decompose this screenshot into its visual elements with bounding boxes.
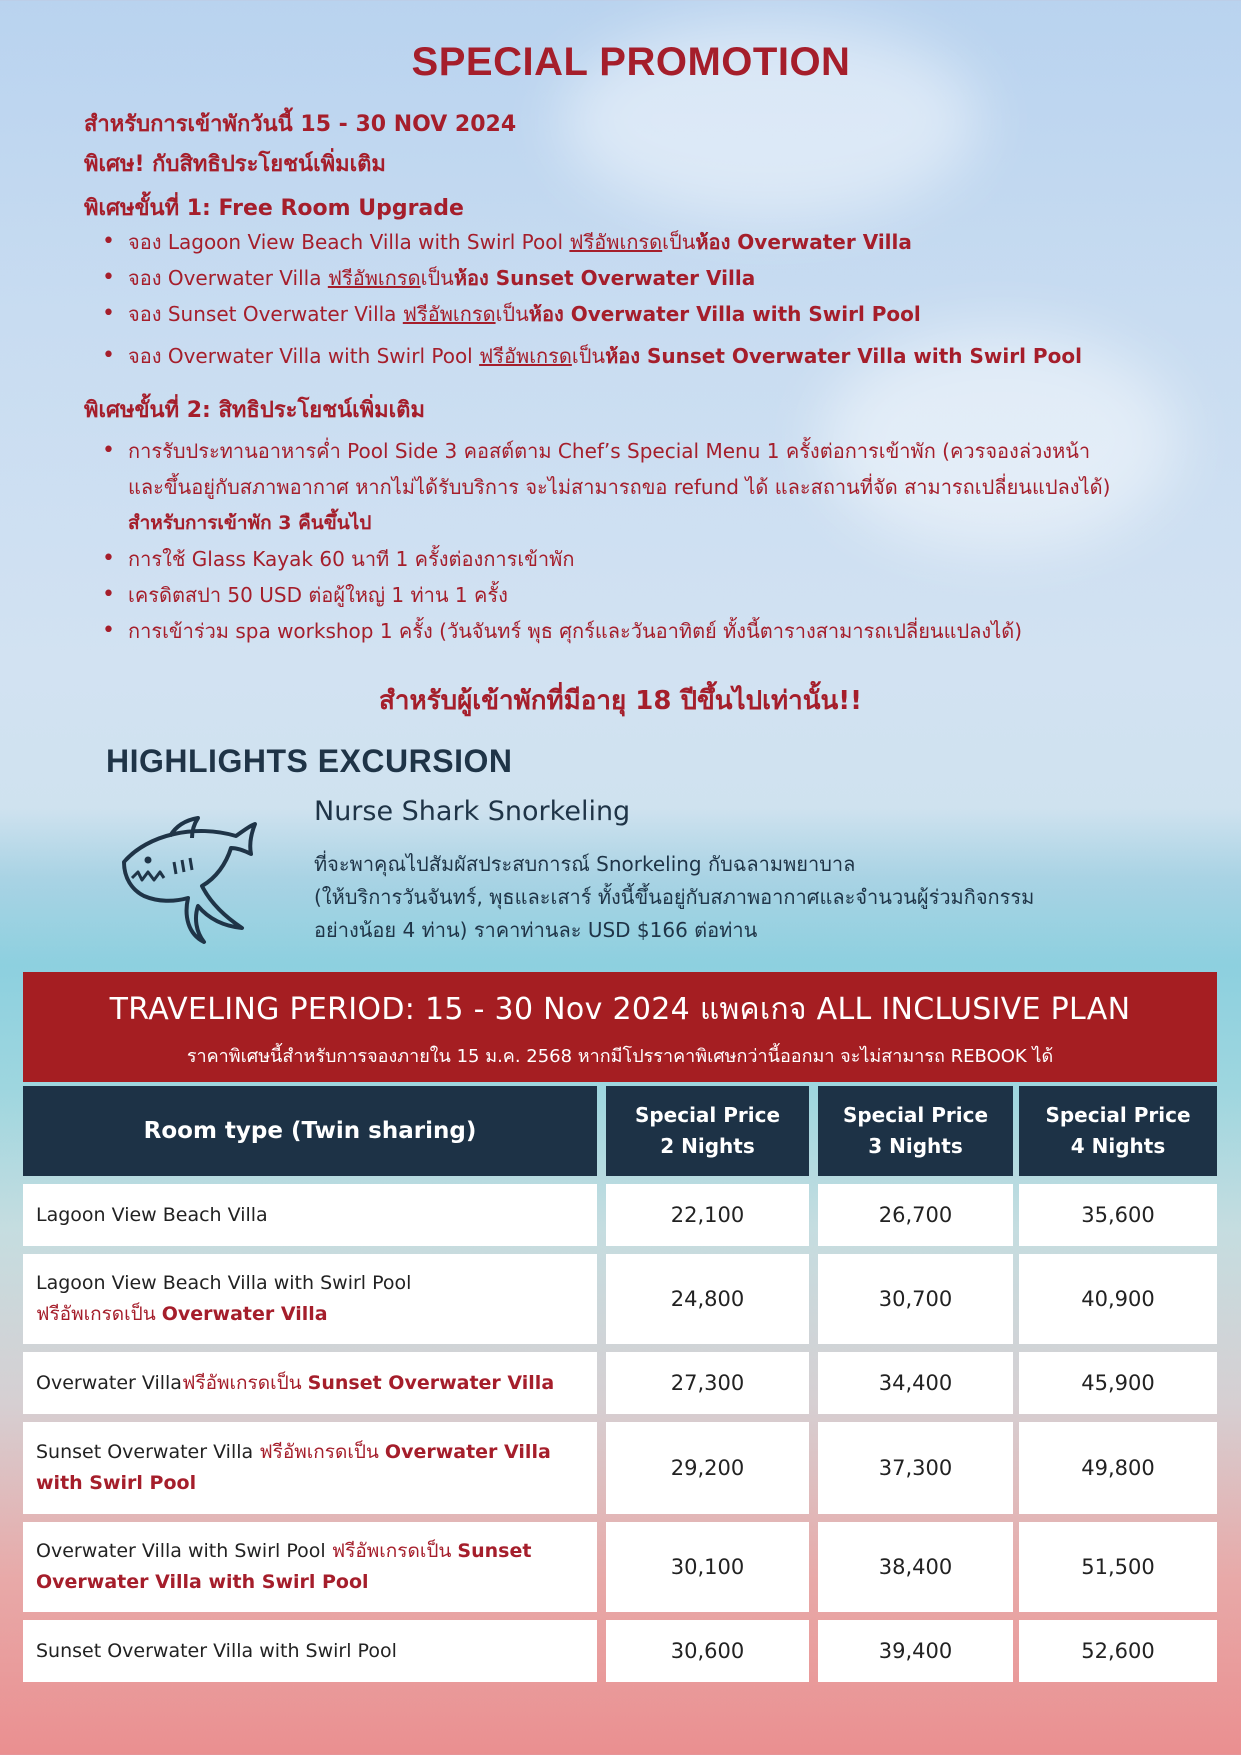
room-name: Sunset Overwater Villa <box>36 1441 260 1463</box>
price-2-nights: 30,600 <box>606 1620 809 1682</box>
step2-title: พิเศษขั้นที่ 2: สิทธิประโยชน์เพิ่มเติม <box>84 398 425 423</box>
price-3-nights: 34,400 <box>818 1352 1013 1414</box>
step1-item <box>96 260 1196 296</box>
step2-list <box>96 433 1216 649</box>
step1-item <box>96 296 1196 332</box>
pricing-banner <box>23 972 1217 1082</box>
step1-item <box>96 338 1196 374</box>
step2-item <box>96 433 1216 541</box>
book-text: จอง Sunset Overwater Villa <box>128 302 403 326</box>
header-label: Special Price <box>842 1103 989 1127</box>
banner-subtitle: ราคาพิเศษนี้สำหรับการจองภายใน 15 ม.ค. 2568 หากมีโปรราคาพิเศษกว่านี้ออกมา จะไม่สามารถ REBOOK ได้ <box>186 1046 1054 1067</box>
book-text: จอง Overwater Villa with Swirl Pool <box>128 344 480 368</box>
upgrade-room: Overwater Villa <box>161 1303 328 1325</box>
step2-item: • เครดิตสปา 50 USD ต่อผู้ใหญ่ 1 ท่าน 1 ครั้ง <box>96 577 1216 613</box>
book-text: จอง Overwater Villa <box>128 266 328 290</box>
price-2-nights: 29,200 <box>606 1422 809 1514</box>
price-3-nights: 30,700 <box>818 1254 1013 1344</box>
book-text: จอง Lagoon View Beach Villa with Swirl Pool <box>128 230 570 254</box>
room-name: Sunset Overwater Villa with Swirl Pool <box>36 1639 397 1662</box>
extra-benefits-heading: พิเศษ! กับสิทธิประโยชน์เพิ่มเติม <box>84 152 386 177</box>
table-row-room <box>23 1620 597 1682</box>
step1-item <box>96 224 1196 260</box>
price-3-nights: 39,400 <box>818 1620 1013 1682</box>
upgrade-room-cont: with Swirl Pool <box>36 1472 197 1494</box>
table-row-room <box>23 1254 597 1344</box>
stay-condition: สำหรับการเข้าพัก 3 คืนขึ้นไป <box>128 512 372 534</box>
to-text: เป็น <box>420 266 454 290</box>
table-row-room <box>23 1522 597 1612</box>
header-2-nights <box>606 1086 809 1176</box>
upgrade-label: ฟรีอัพเกรดเป็น <box>181 1371 308 1394</box>
dinner-line-1: • การรับประทานอาหารค่ำ Pool Side 3 คอสต์ตาม Chef’s Special Menu 1 ครั้งต่อการเข้าพัก (ควรจองล่วงหน้า <box>128 439 1091 463</box>
price-2-nights: 22,100 <box>606 1184 809 1246</box>
shark-icon <box>118 812 258 944</box>
stay-period: สำหรับการเข้าพักวันนี้ 15 - 30 NOV 2024 <box>84 112 517 137</box>
upgrade-label: ฟรีอัพเกรดเป็น <box>259 1441 385 1463</box>
header-label: Special Price <box>1045 1103 1191 1127</box>
table-row-room <box>23 1422 597 1514</box>
room-name: Lagoon View Beach Villa with Swirl Pool <box>36 1272 412 1294</box>
free-upgrade-link: ฟรีอัพเกรด <box>327 266 421 290</box>
step1-list <box>96 224 1196 374</box>
price-4-nights: 35,600 <box>1019 1184 1217 1246</box>
price-4-nights: 49,800 <box>1019 1422 1217 1514</box>
to-text: เป็น <box>571 344 606 368</box>
price-4-nights: 52,600 <box>1019 1620 1217 1682</box>
price-3-nights: 26,700 <box>818 1184 1013 1246</box>
header-nights: 4 Nights <box>1070 1134 1166 1158</box>
excursion-desc-line: ที่จะพาคุณไปสัมผัสประสบการณ์ Snorkeling กับฉลามพยาบาล <box>314 852 856 876</box>
step1-title: พิเศษขั้นที่ 1: Free Room Upgrade <box>84 196 464 221</box>
price-2-nights: 27,300 <box>606 1352 809 1414</box>
room-name: Lagoon View Beach Villa <box>36 1203 268 1226</box>
header-label: Special Price <box>634 1103 781 1127</box>
price-4-nights: 45,900 <box>1019 1352 1217 1414</box>
excursion-desc-line: อย่างน้อย 4 ท่าน) ราคาท่านละ USD $166 ต่อท่าน <box>314 918 758 942</box>
price-2-nights: 24,800 <box>606 1254 809 1344</box>
upgrade-room: Sunset <box>457 1540 532 1562</box>
room-name: Overwater Villa <box>36 1371 182 1394</box>
table-row-room <box>23 1184 597 1246</box>
free-upgrade-link: ฟรีอัพเกรด <box>402 302 496 326</box>
step2-item: • การใช้ Glass Kayak 60 นาที 1 ครั้งต่องการเข้าพัก <box>96 541 1216 577</box>
free-upgrade-link: ฟรีอัพเกรด <box>569 230 663 254</box>
price-3-nights: 38,400 <box>818 1522 1013 1612</box>
header-3-nights <box>818 1086 1013 1176</box>
excursion-desc-line: (ให้บริการวันจันทร์, พุธและเสาร์ ทั้งนี้ขึ้นอยู่กับสภาพอากาศและจำนวนผู้ร่วมกิจกรรม <box>314 885 1035 909</box>
to-text: เป็น <box>662 230 696 254</box>
upgrade-label: ฟรีอัพเกรดเป็น <box>36 1303 162 1325</box>
promo-title: SPECIAL PROMOTION <box>411 40 851 84</box>
age-note: สำหรับผู้เข้าพักที่มีอายุ 18 ปีขึ้นไปเท่านั้น!! <box>379 686 862 716</box>
upgrade-room: ห้อง Overwater Villa with Swirl Pool <box>528 302 921 326</box>
price-4-nights: 51,500 <box>1019 1522 1217 1612</box>
upgrade-room: ห้อง Sunset Overwater Villa with Swirl Pool <box>605 344 1082 368</box>
price-3-nights: 37,300 <box>818 1422 1013 1514</box>
to-text: เป็น <box>495 302 529 326</box>
upgrade-room: Sunset Overwater Villa <box>307 1371 555 1394</box>
price-4-nights: 40,900 <box>1019 1254 1217 1344</box>
excursion-description <box>314 848 1194 947</box>
upgrade-label: ฟรีอัพเกรดเป็น <box>331 1540 458 1562</box>
free-upgrade-link: ฟรีอัพเกรด <box>479 344 572 368</box>
dinner-line-2: และขึ้นอยู่กับสภาพอากาศ หากไม่ได้รับบริการ จะไม่สามารถขอ refund ได้ และสถานที่จัด สามารถเปลี่ยนแปลงได้) <box>128 475 1111 499</box>
table-row-room <box>23 1352 597 1414</box>
step2-item: • การเข้าร่วม spa workshop 1 ครั้ง (วันจันทร์ พุธ ศุกร์และวันอาทิตย์ ทั้งนี้ตารางสามารถเปลี่ยนแปลงได้) <box>96 613 1216 649</box>
header-nights: 2 Nights <box>660 1134 755 1158</box>
highlights-title: HIGHLIGHTS EXCURSION <box>106 743 513 779</box>
header-room-type: Room type (Twin sharing) <box>23 1086 597 1176</box>
price-2-nights: 30,100 <box>606 1522 809 1612</box>
excursion-name: Nurse Shark Snorkeling <box>314 796 631 827</box>
room-name: Overwater Villa with Swirl Pool <box>36 1540 332 1562</box>
header-nights: 3 Nights <box>868 1134 963 1158</box>
upgrade-room: ห้อง Sunset Overwater Villa <box>453 266 756 290</box>
upgrade-room: ห้อง Overwater Villa <box>695 230 912 254</box>
header-4-nights <box>1019 1086 1217 1176</box>
upgrade-room: Overwater Villa <box>384 1441 551 1463</box>
banner-title: TRAVELING PERIOD: 15 - 30 Nov 2024 แพคเกจ ALL INCLUSIVE PLAN <box>109 992 1131 1027</box>
upgrade-room-cont: Overwater Villa with Swirl Pool <box>36 1571 369 1593</box>
